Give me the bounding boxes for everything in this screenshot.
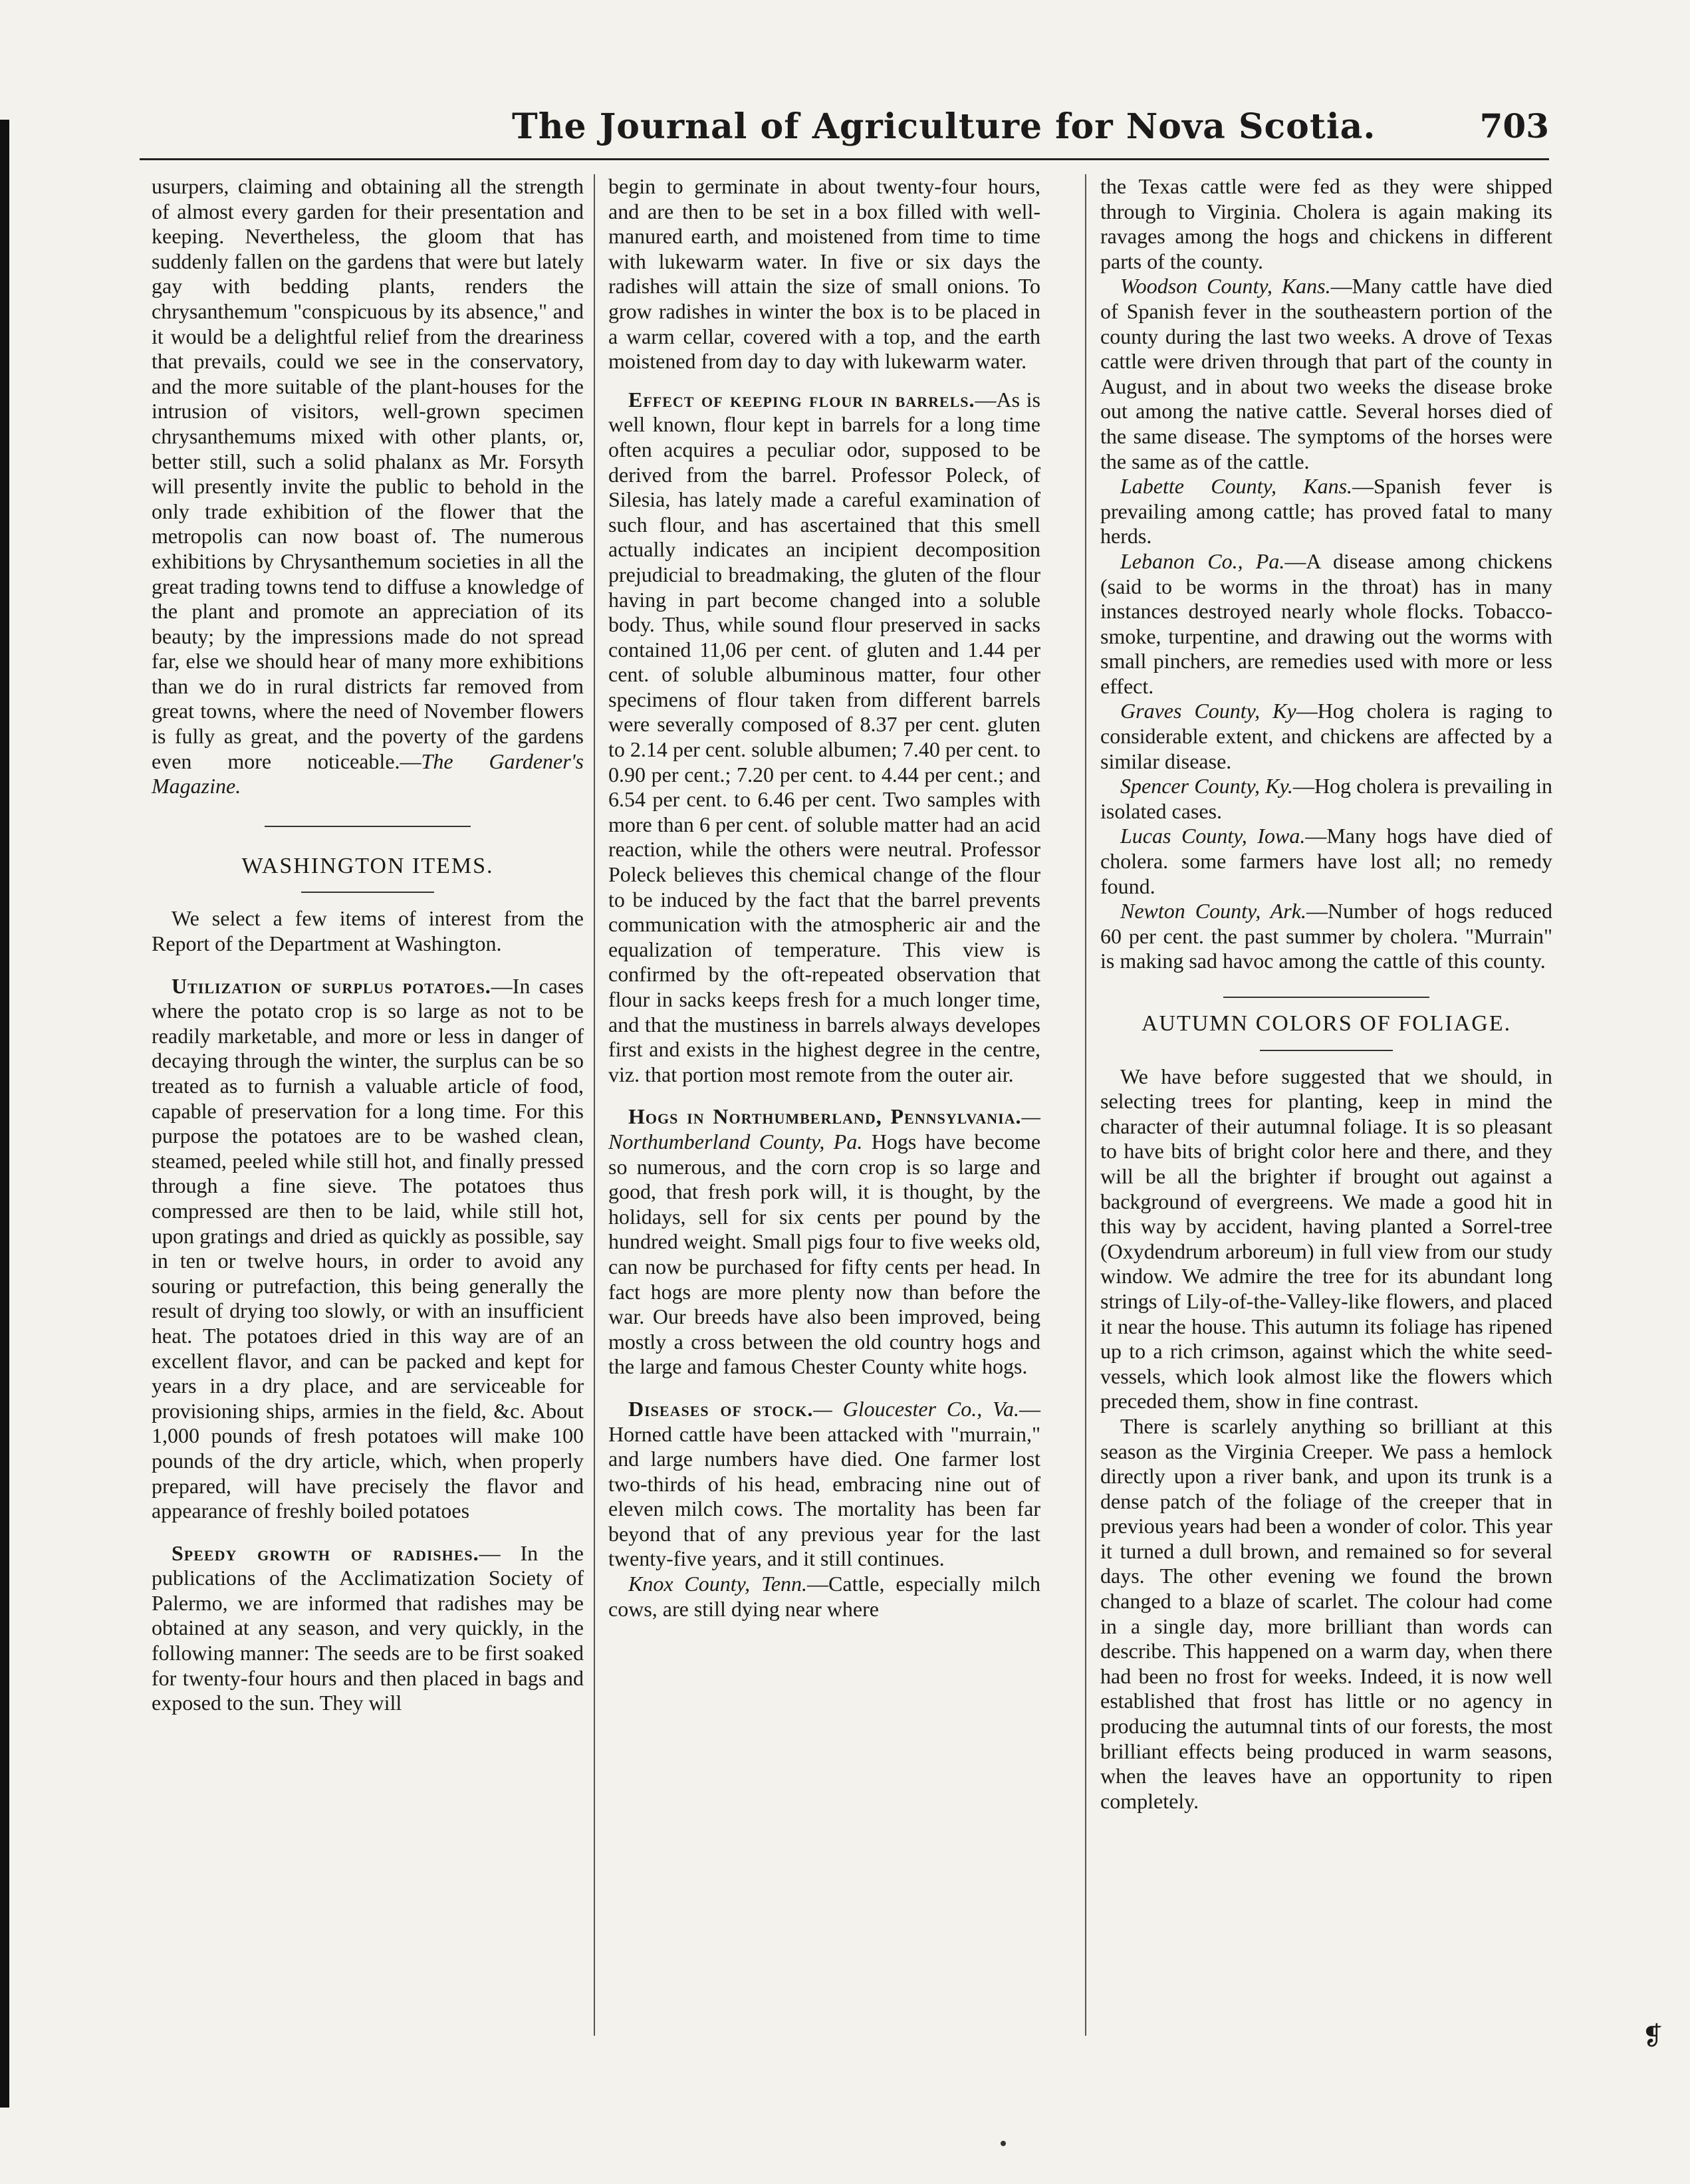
diseases-heading: Diseases of stock. — [628, 1396, 814, 1421]
paragraph-lucas — [1100, 824, 1552, 899]
radishes-heading: Speedy growth of radishes. — [172, 1540, 479, 1565]
potatoes-body: —In cases where the potato crop is so large as not to be readily marketable, and more or less in danger of decaying through the winter, the surplus can be so treated as to furnish a valuable article of food, capable of preservation for a long time. For this purpose the potatoes are to be washed clean, steamed, peeled while still hot, and finally pressed through a fine sieve. The potatoes thus compressed are then to be laid, while still hot, upon gratings and dried as quickly as possible, say in ten or twelve hours, in order to avoid any souring or putrefaction, this being generally the result of drying too slowly, or with an insufficient heat. The potatoes dried in this way are of an excellent flavor, and can be packed and kept for years in a dry place, and are serviceable for provisioning ships, armies in the field, &c. About 1,000 pounds of fresh potatoes will make 100 pounds of the dry article, which, when properly prepared, will have precisely the flavor and appearance of freshly boiled potatoes — [152, 973, 584, 1523]
paragraph-autumn-1: We have before suggested that we should, in selecting trees for planting, keep in mind the character of their autumnal foliage. It is so pleasant to have bits of bright color here and there, and they will be all the brighter if brought out against a background of evergreens. We made a good hit in this way by accident, having planted a Sorrel-tree (Oxydendrum arboreum) in full view from our study window. We admire the tree for its abundant long strings of Lily-of-the-Valley-like flowers, and placed it near the house. This autumn its foliage has ripened up to a rich crimson, against which the white seed-vessels, which look almost like the flowers which preceded them, show in fine contrast. — [1100, 1064, 1552, 1413]
paragraph-newton — [1100, 899, 1552, 974]
section-title-washington: WASHINGTON ITEMS. — [241, 853, 494, 878]
flour-heading: Effect of keeping flour in barrels. — [628, 387, 975, 412]
section-separator — [265, 826, 471, 827]
paragraph-potatoes — [152, 974, 584, 1524]
paragraph-graves — [1100, 699, 1552, 774]
paragraph-flour — [608, 388, 1040, 1088]
washington-lead: We select a few items of interest from the Report of the Department at Washington. — [152, 906, 584, 956]
spencer-place: Spencer County, Ky. — [1120, 774, 1293, 798]
hogs-place: —Northumberland County, Pa. — [608, 1104, 1040, 1153]
labette-body: —Spanish fever is prevailing among cattle; has proved fatal to many herds. — [1100, 474, 1553, 548]
newton-place: Newton County, Ark. — [1120, 899, 1306, 923]
lucas-place: Lucas County, Iowa. — [1120, 824, 1306, 848]
labette-place: Labette County, Kans. — [1120, 474, 1353, 499]
column-rule-2 — [1085, 174, 1086, 2036]
column-2 — [608, 174, 1040, 2102]
paragraph-diseases — [608, 1397, 1040, 1572]
page-header — [140, 100, 1549, 160]
header-rule — [140, 158, 1549, 160]
section-title-autumn: AUTUMN COLORS OF FOLIAGE. — [1141, 1011, 1512, 1036]
paragraph-knox — [608, 1572, 1040, 1622]
knox-place: Knox County, Tenn. — [628, 1572, 808, 1596]
chrysanthemum-text: usurpers, claiming and obtaining all the strength of almost every garden for their presentation and keeping. Nevertheless, the gloom that has suddenly fallen on the gardens that were but lately gay with bedding plants, renders the chrysanthemum "conspicuous by its absence," and it would be a delightful relief from the dreariness that prevails, could we see in the conservatory, and the more suitable of the plant-houses for the intrusion of visitors, well-grown specimen chrysanthemums mixed with other plants, or, better still, such a solid phalanx as Mr. Forsyth will presently invite the public to behold in the only trade exhibition of the flower that the metropolis can now boast of. The numerous exhibitions by Chrysanthemum societies in all the great trading towns tend to diffuse a knowledge of the plant and promote an appreciation of its beauty; by the impressions made do not spread far, else we should hear of many more exhibitions than we do in rural districts far removed from great towns, where the need of November flowers is fully as great, and the poverty of the gardens even more noticeable.— — [152, 174, 584, 773]
knox-continued: the Texas cattle were fed as they were shipped through to Virginia. Cholera is again making its ravages among the hogs and chickens in different parts of the county. — [1100, 174, 1552, 273]
footer-mark — [1001, 2141, 1006, 2146]
column-1 — [152, 174, 584, 2102]
hogs-heading: Hogs in Northumberland, Pennsylvania. — [628, 1104, 1022, 1129]
diseases-place: — Gloucester Co., Va. — [813, 1396, 1019, 1421]
margin-mark: ❡ — [1642, 2021, 1663, 2050]
paragraph-autumn-2: There is scarlely anything so brilliant at this season as the Virginia Creeper. We pass a hemlock directly upon a river bank, and upon its trunk is a dense patch of the foliage of the creeper that in previous years had been a wonder of color. This year it turned a dull brown, and remained so for several days. The other evening we found the brown changed to a blaze of scarlet. The colour had come in a single day, more brilliant than words can describe. This happened on a warm day, when there had been no frost for weeks. Indeed, it is now well established that frost has little or no agency in producing the autumnal tints of our forests, the most brilliant effects being produced in warm seasons, when the leaves have an opportunity to ripen completely. — [1100, 1413, 1552, 1813]
paragraph-woodson — [1100, 274, 1552, 474]
paragraph-chrysanthemum — [152, 174, 584, 799]
graves-place: Graves County, Ky — [1120, 699, 1296, 723]
column-rule-1 — [594, 174, 595, 2036]
paragraph-radishes — [152, 1541, 584, 1716]
diseases-body: —Horned cattle have been attacked with "murrain," and large numbers have died. One farmer lost two-thirds of his head, embracing nine out of eleven milch cows. The mortality has been far beyond that of any previous year for the last twenty-five years, and it still continues. — [608, 1396, 1040, 1571]
lebanon-body: —A disease among chickens (said to be worms in the throat) has in many instances destroyed nearly whole flocks. Tobacco-smoke, turpentine, and drawing out the worms with small pinchers, are remedies used with more or less effect. — [1100, 548, 1553, 698]
binding-edge — [0, 120, 9, 2108]
spencer-body: —Hog cholera is prevailing in isolated cases. — [1100, 774, 1553, 823]
radishes-body: — In the publications of the Acclimatization Society of Palermo, we are informed that radishes may be obtained at any season, and very quickly, in the following manner: The seeds are to be first soaked for twenty-four hours and then placed in bags and exposed to the sun. They will — [152, 1540, 584, 1715]
paragraph-spencer — [1100, 774, 1552, 824]
section-separator — [1260, 1050, 1393, 1051]
section-separator — [301, 892, 434, 893]
potatoes-heading: Utilization of surplus potatoes. — [172, 973, 491, 998]
paragraph-labette — [1100, 474, 1552, 549]
knox-body: —Cattle, especially milch cows, are still dying near where — [608, 1572, 1041, 1621]
graves-body: —Hog cholera is raging to considerable extent, and chickens are affected by a similar disease. — [1100, 699, 1553, 773]
lucas-body: —Many hogs have died of cholera. some farmers have lost all; no remedy found. — [1100, 824, 1552, 898]
hogs-body: Hogs have become so numerous, and the corn crop is so large and good, that fresh pork will, it is thought, by the holidays, sell for six cents per pound by the hundred weight. Small pigs four to five weeks old, can now be purchased for fifty cents per head. In fact hogs are more plenty now than before the war. Our breeds have also been improved, being mostly a cross between the old country hogs and the large and famous Chester County white hogs. — [608, 1129, 1041, 1379]
running-title: The Journal of Agriculture for Nova Scotia. — [512, 106, 1376, 147]
paragraph-hogs — [608, 1104, 1040, 1380]
woodson-body: —Many cattle have died of Spanish fever in the southeastern portion of the county during the last two weeks. A drove of Texas cattle were driven through that part of the county in August, and in about two weeks the disease broke out among the native cattle. Several horses died of the same disease. The symptoms of the horses were the same as of the cattle. — [1100, 274, 1552, 473]
woodson-place: Woodson County, Kans. — [1120, 274, 1331, 299]
column-3 — [1100, 174, 1552, 2102]
newton-body: —Number of hogs reduced 60 per cent. the past summer by cholera. "Murrain" is making sad havoc among the cattle of this county. — [1100, 899, 1552, 973]
page-number: 703 — [1479, 106, 1549, 146]
flour-body: —As is well known, flour kept in barrels for a long time often acquires a peculiar odor, supposed to be derived from the barrel. Professor Poleck, of Silesia, has lately made a careful examination of such flour, and has ascertained that this smell actually indicates an incipient decomposition prejudicial to breadmaking, the gluten of the flour having in part become changed into a soluble body. Thus, while sound flour preserved in sacks contained 11,06 per cent. of gluten and 1.44 per cent. of soluble albuminous matter, four other specimens of flour taken from different barrels were severally composed of 8.37 per cent. gluten to 2.14 per cent. soluble albumen; 7.40 per cent. to 0.90 per cent.; 7.20 per cent. to 4.44 per cent.; and 6.54 per cent. to 6.46 per cent. Two samples with more than 6 per cent. of soluble matter had an acid reaction, while the others were neutral. Professor Poleck believes this chemical change of the flour to be induced by the fact that the barrel prevents communication with the atmospheric air and the equalization of temperature. This view is confirmed by the oft-repeated observation that flour in sacks keeps fresh for a much longer time, and that the mustiness in barrels always developes first and exists in the highest degree in the centre, viz. that portion most remote from the outer air. — [608, 387, 1040, 1086]
radishes-continued: begin to germinate in about twenty-four hours, and are then to be set in a box filled with well-manured earth, and moistened from time to time with lukewarm water. In five or six days the radishes will attain the size of small onions. To grow radishes in winter the box is to be placed in a warm cellar, covered with a top, and the earth moistened from day to day with lukewarm water. — [608, 174, 1040, 374]
paragraph-lebanon — [1100, 549, 1552, 699]
section-separator — [1223, 997, 1429, 998]
chrysanthemum-source: The Gardener's Magazine. — [152, 749, 584, 798]
lebanon-place: Lebanon Co., Pa. — [1120, 548, 1285, 573]
